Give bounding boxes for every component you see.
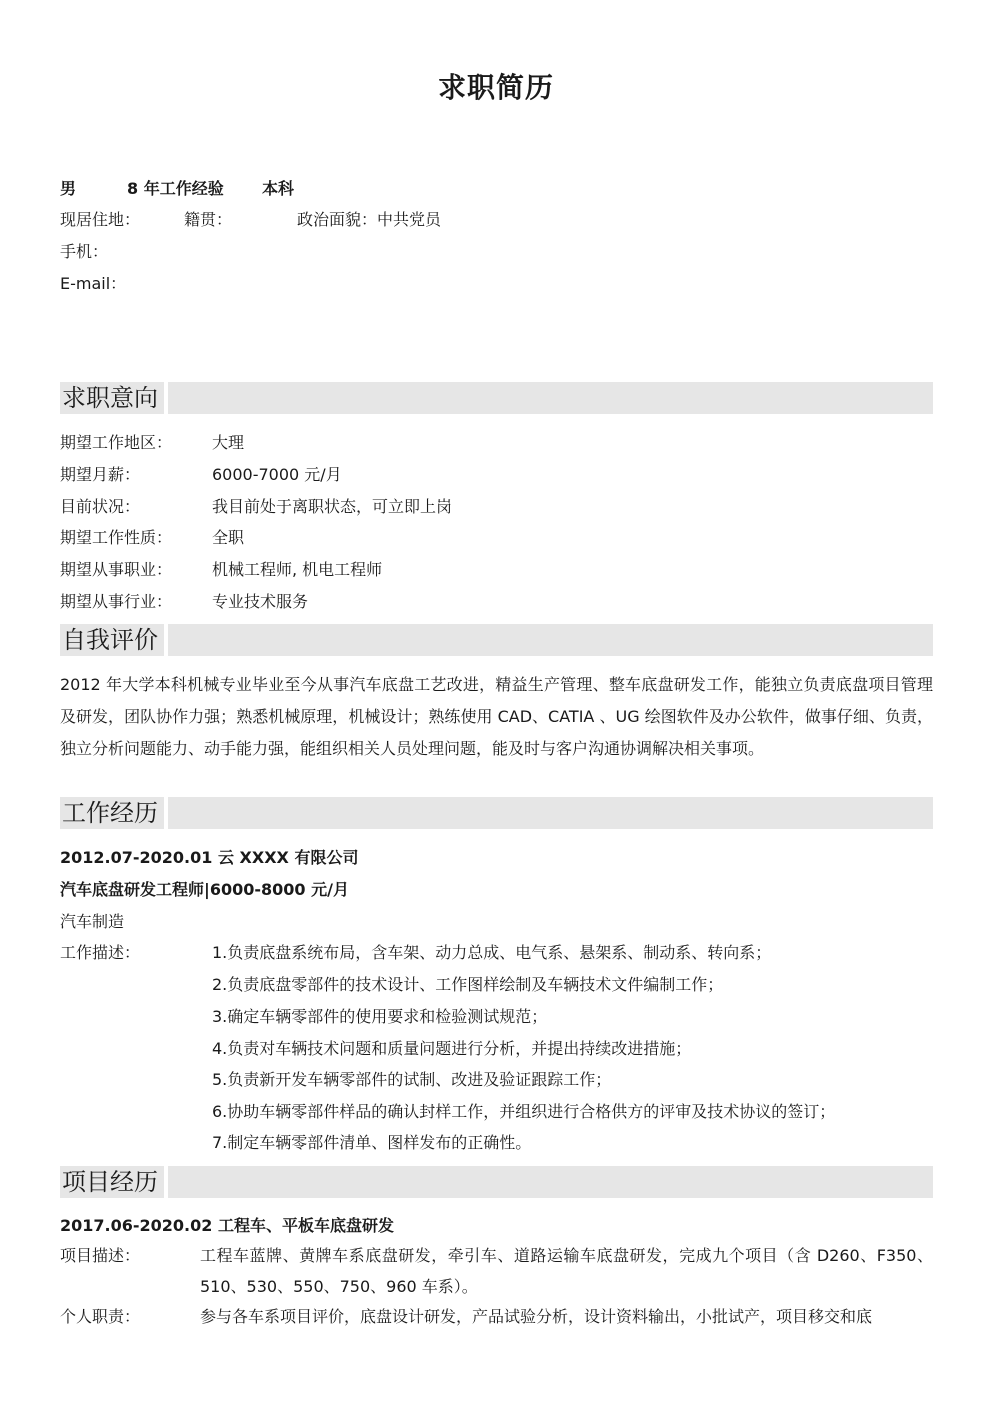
phone-label: 手机： [60,242,109,261]
work-duty-item: 7.制定车辆零部件清单、图样发布的正确性。 [212,1133,532,1152]
intent-value-industry: 专业技术服务 [212,592,309,611]
intent-value-salary: 6000-7000 元/月 [212,465,342,484]
work-experience-years: 8 年工作经验 [127,179,224,198]
section-bar-fill [168,797,933,829]
education-level: 本科 [262,179,295,198]
residence-label: 现居住地： [60,210,141,229]
intent-label-job-type: 期望工作性质： [60,528,173,547]
work-desc-label: 工作描述： [60,943,141,962]
intent-value-job-type: 全职 [212,528,245,547]
intent-label-occupation: 期望从事职业： [60,560,173,579]
work-duty-item: 5.负责新开发车辆零部件的试制、改进及验证跟踪工作； [212,1070,612,1089]
intent-label-salary: 期望月薪： [60,465,141,484]
section-bar-fill [168,624,933,656]
resume-title: 求职简历 [437,71,554,104]
section-job-intent [60,382,933,414]
section-title-work-experience: 工作经历 [60,797,164,829]
work-duty-item: 4.负责对车辆技术问题和质量问题进行分析，并提出持续改进措施； [212,1039,692,1058]
work-duty-item: 1.负责底盘系统布局，含车架、动力总成、电气系、悬架系、制动系、转向系； [212,943,772,962]
section-work-experience [60,797,933,829]
project-desc-label: 项目描述： [60,1246,141,1265]
work-position-salary: 汽车底盘研发工程师|6000-8000 元/月 [60,880,349,899]
section-title-project-experience: 项目经历 [60,1166,164,1198]
section-project-experience [60,1166,933,1198]
section-title-job-intent: 求职意向 [60,382,164,414]
project-heading: 2017.06-2020.02 工程车、平板车底盘研发 [60,1216,394,1235]
intent-label-location: 期望工作地区： [60,433,173,452]
political-status: 政治面貌：中共党员 [297,210,442,229]
intent-label-industry: 期望从事行业： [60,592,173,611]
work-period-company: 2012.07-2020.01 云 XXXX 有限公司 [60,848,359,867]
intent-value-location: 大理 [212,433,245,452]
section-bar-fill [168,1166,933,1198]
project-duty-label: 个人职责： [60,1307,141,1326]
work-duty-item: 3.确定车辆零部件的使用要求和检验测试规范； [212,1007,548,1026]
intent-value-status: 我目前处于离职状态，可立即上岗 [212,497,453,516]
work-duty-item: 2.负责底盘零部件的技术设计、工作图样绘制及车辆技术文件编制工作； [212,975,724,994]
origin-label: 籍贯： [184,210,233,229]
gender: 男 [60,179,77,198]
work-duty-item: 6.协助车辆零部件样品的确认封样工作，并组织进行合格供方的评审及技术协议的签订； [212,1102,836,1121]
section-title-self-evaluation: 自我评价 [60,624,164,656]
intent-label-status: 目前状况： [60,497,141,516]
section-bar-fill [168,382,933,414]
section-self-evaluation [60,624,933,656]
project-description: 工程车蓝牌、黄牌车系底盘研发，牵引车、道路运输车底盘研发，完成九个项目（含 D260、F350、510、530、550、750、960 车系）。 [200,1246,933,1296]
self-evaluation-text: 2012 年大学本科机械专业毕业至今从事汽车底盘工艺改进，精益生产管理、整车底盘研发工作，能独立负责底盘项目管理及研发，团队协作力强；熟悉机械原理，机械设计；熟练使用 CAD、CATIA 、UG 绘图软件及办公软件，做事仔细、负责，独立分析问题能力、动手能力强，能组织相关人员处理问题，能及时与客户沟通协调解决相关事项。 [60,675,933,758]
email-label: E-mail： [60,274,127,293]
work-industry: 汽车制造 [60,912,125,931]
project-duty: 参与各车系项目评价，底盘设计研发，产品试验分析，设计资料输出，小批试产，项目移交和底 [200,1307,873,1326]
intent-value-occupation: 机械工程师, 机电工程师 [212,560,383,579]
